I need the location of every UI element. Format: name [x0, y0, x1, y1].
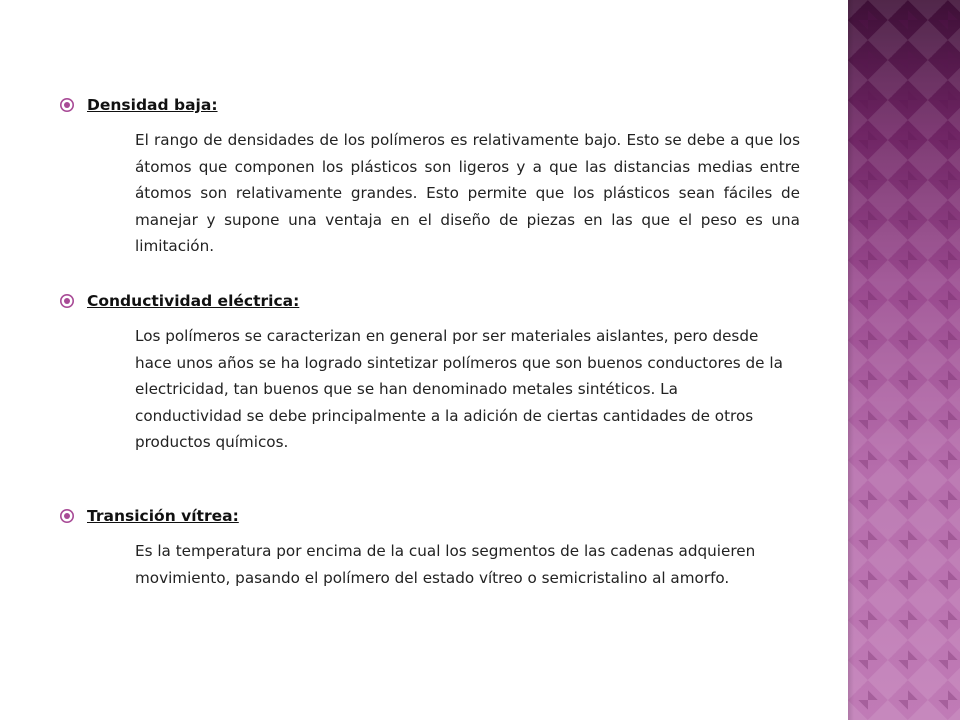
decorative-side-panel: [848, 0, 960, 720]
section-heading-row: [58, 505, 800, 527]
section-transicion-vitrea: [58, 505, 800, 591]
section-body: Los polímeros se caracterizan en general por ser materiales aislantes, pero desde hace unos años se ha logrado sintetizar polímeros que son buenos conductores de la electricidad, tan buenos que se han denominado metales sintéticos. La conductividad se debe principalmente a la adición de ciertas cantidades de otros productos químicos.: [135, 327, 783, 451]
section-heading: Transición vítrea:: [87, 507, 239, 525]
circled-dot-icon: [58, 96, 76, 114]
section-heading-row: [58, 94, 800, 116]
section-body: El rango de densidades de los polímeros es relativamente bajo. Esto se debe a que los átomos que componen los plásticos son ligeros y a que las distancias medias entre átomos son relativamente grandes. Esto permite que los plásticos sean fáciles de manejar y supone una ventaja en el diseño de piezas en las que el peso es una limitación.: [135, 131, 800, 255]
circled-dot-icon: [58, 507, 76, 525]
side-panel-edge: [848, 0, 854, 720]
circled-dot-icon: [58, 292, 76, 310]
section-densidad-baja: [58, 94, 800, 260]
section-heading: Conductividad eléctrica:: [87, 292, 300, 310]
section-heading: Densidad baja:: [87, 96, 218, 114]
section-heading-row: [58, 290, 800, 312]
section-conductividad-electrica: [58, 290, 800, 456]
section-body: Es la temperatura por encima de la cual los segmentos de las cadenas adquieren movimiento, pasando el polímero del estado vítreo o semicristalino al amorfo.: [135, 542, 756, 587]
